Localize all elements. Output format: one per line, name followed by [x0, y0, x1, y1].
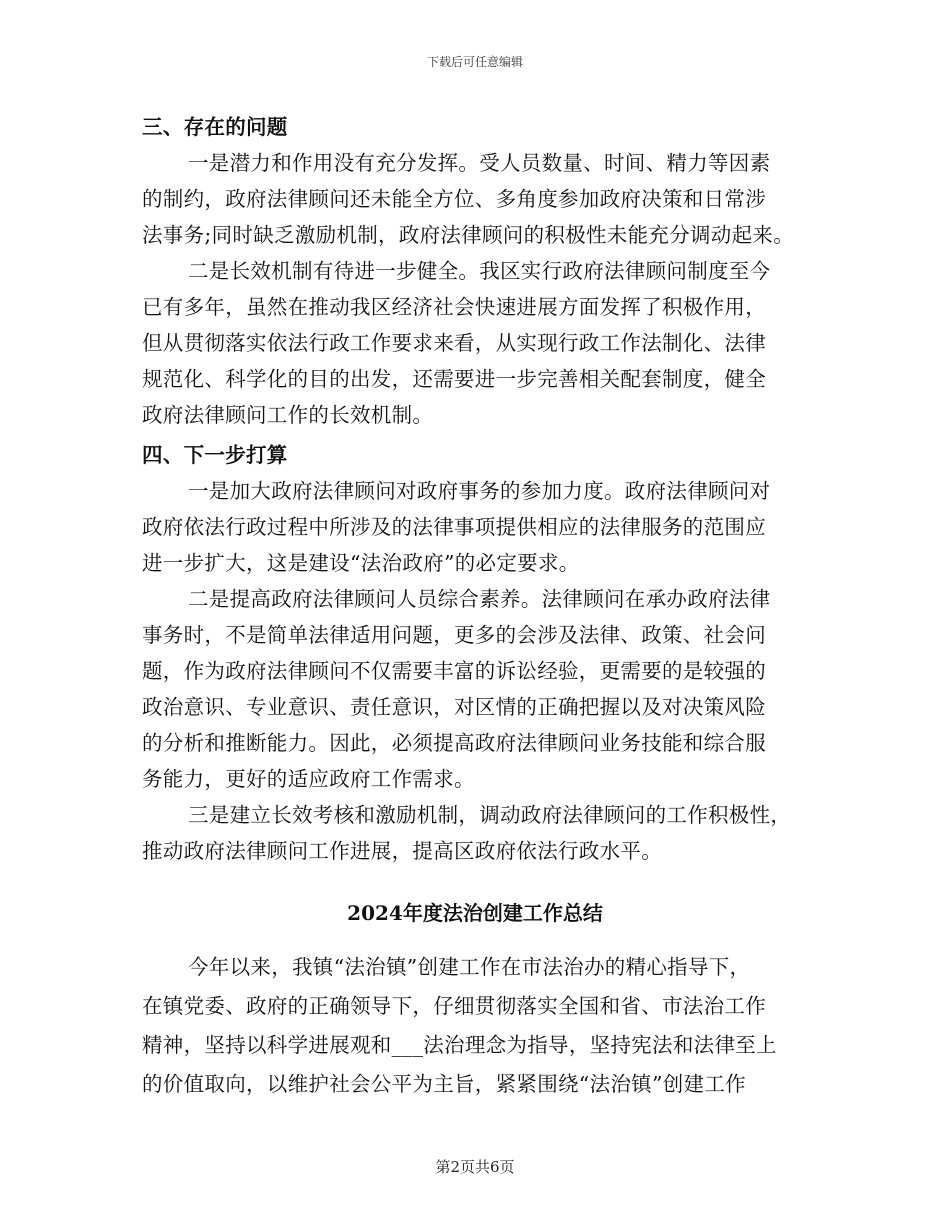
- paragraph-line: 一是加大政府法律顾问对政府事务的参加力度。政府法律顾问对: [188, 479, 771, 503]
- paragraph-line: 一是潜力和作用没有充分发挥。受人员数量、时间、精力等因素: [188, 151, 771, 175]
- page-header: 下载后可任意编辑: [426, 55, 523, 69]
- paragraph-line: 政府依法行政过程中所涉及的法律事项提供相应的法律服务的范围应: [142, 515, 766, 539]
- paragraph-line: 二是提高政府法律顾问人员综合素养。法律顾问在承办政府法律: [188, 587, 771, 611]
- paragraph-line: 推动政府法律顾问工作进展，提高区政府依法行政水平。: [142, 839, 662, 863]
- paragraph-line: 已有多年，虽然在推动我区经济社会快速进展方面发挥了积极作用，: [142, 295, 766, 319]
- paragraph-line: 二是长效机制有待进一步健全。我区实行政府法律顾问制度至今: [188, 259, 771, 283]
- paragraph-line: 精神，坚持以科学进展观和___法治理念为指导，坚持宪法和法律至上: [142, 1033, 777, 1057]
- section-heading: 三、存在的问题: [142, 115, 288, 139]
- paragraph-line: 政府法律顾问工作的长效机制。: [142, 403, 434, 427]
- paragraph-line: 在镇党委、政府的正确领导下，仔细贯彻落实全国和省、市法治工作: [142, 994, 766, 1018]
- paragraph-line: 的价值取向，以维护社会公平为主旨，紧紧围绕“法治镇”创建工作: [142, 1072, 746, 1096]
- paragraph-line: 法事务;同时缺乏激励机制，政府法律顾问的积极性未能充分调动起来。: [142, 223, 795, 247]
- paragraph-line: 的制约，政府法律顾问还未能全方位、多角度参加政府决策和日常涉: [142, 187, 766, 211]
- paragraph-line: 进一步扩大，这是建设“法治政府”的必定要求。: [142, 551, 580, 575]
- paragraph-line: 务能力，更好的适应政府工作需求。: [142, 767, 475, 791]
- paragraph-line: 的分析和推断能力。因此，必须提高政府法律顾问业务技能和综合服: [142, 731, 766, 755]
- paragraph-line: 三是建立长效考核和激励机制，调动政府法律顾问的工作积极性，: [188, 803, 792, 827]
- paragraph-line: 事务时，不是简单法律适用问题，更多的会涉及法律、政策、社会问: [142, 623, 766, 647]
- article-title: 2024年度法治创建工作总结: [347, 901, 603, 925]
- page-footer: 第2页共6页: [435, 1158, 515, 1176]
- paragraph-line: 政治意识、专业意识、责任意识，对区情的正确把握以及对决策风险: [142, 695, 766, 719]
- section-heading: 四、下一步打算: [142, 443, 288, 467]
- paragraph-line: 题，作为政府法律顾问不仅需要丰富的诉讼经验，更需要的是较强的: [142, 659, 766, 683]
- paragraph-line: 今年以来，我镇“法治镇”创建工作在市法治办的精心指导下，: [188, 955, 751, 979]
- paragraph-line: 但从贯彻落实依法行政工作要求来看，从实现行政工作法制化、法律: [142, 331, 766, 355]
- paragraph-line: 规范化、科学化的目的出发，还需要进一步完善相关配套制度，健全: [142, 367, 766, 391]
